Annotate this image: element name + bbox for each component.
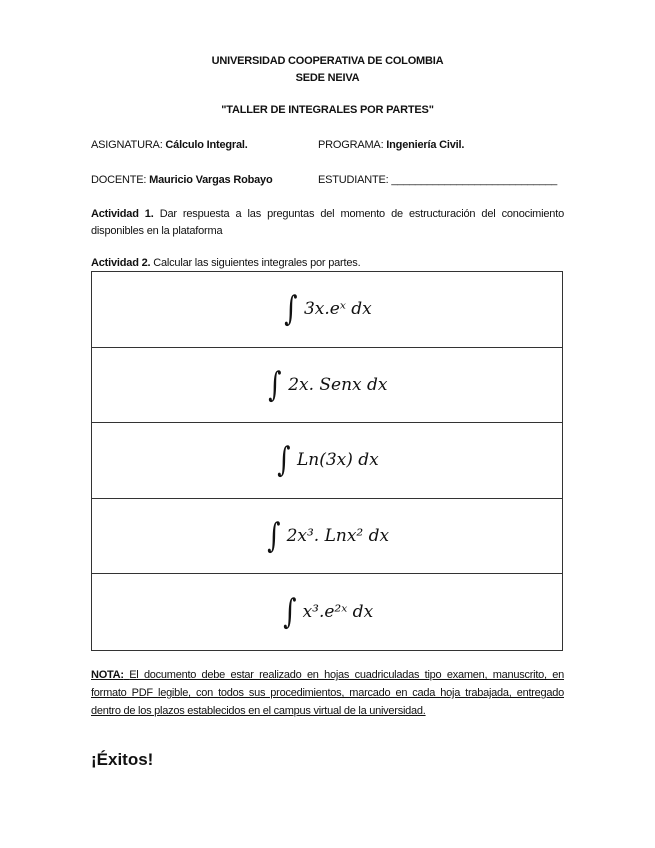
program-label: PROGRAMA:: [318, 139, 384, 151]
student-line: [318, 174, 557, 186]
integral-cell-5: [92, 574, 562, 650]
integral-cell-3: [92, 423, 562, 499]
teacher-value: Mauricio Vargas Robayo: [149, 174, 273, 186]
note-paragraph: [91, 666, 564, 720]
integral-expression: 2x³. Lnx² dx: [286, 526, 390, 547]
activity-1-label: Actividad 1.: [91, 208, 154, 220]
university-name: UNIVERSIDAD COOPERATIVA DE COLOMBIA: [211, 55, 444, 67]
integral-expression: 2x. Senx dx: [288, 374, 388, 395]
teacher-label: DOCENTE:: [91, 174, 147, 186]
subject-value: Cálculo Integral.: [165, 139, 248, 151]
integral-expression: Ln(3x) dx: [296, 450, 379, 471]
integral-expression: 3x.eˣ dx: [303, 299, 372, 320]
subject-label: ASIGNATURA:: [91, 139, 163, 151]
program-line: [318, 139, 464, 151]
student-label: ESTUDIANTE:: [318, 174, 389, 186]
integral-expression: x³.e²ˣ dx: [302, 602, 374, 623]
note-text: El documento debe estar realizado en hojas cuadriculadas tipo examen, manuscrito, en formato PDF legible, con todos sus procedimientos, marcado en cada hoja trabajada, entregado dentro de los plazos establecidos en el campus virtual de la universidad.: [91, 669, 565, 717]
document-title: "TALLER DE INTEGRALES POR PARTES": [221, 104, 434, 116]
integral-sign-icon: ∫: [284, 289, 298, 330]
subject-line: [91, 139, 248, 151]
integral-sign-icon: ∫: [267, 516, 281, 557]
student-blank: ____________________________: [391, 174, 558, 186]
closing-text: ¡Éxitos!: [91, 750, 154, 769]
activity-2: [91, 255, 564, 272]
integral-cell-1: [92, 272, 562, 348]
activity-2-label: Actividad 2.: [91, 257, 151, 269]
integral-sign-icon: ∫: [283, 592, 297, 633]
program-value: Ingeniería Civil.: [386, 139, 465, 151]
campus-name: SEDE NEIVA: [295, 72, 360, 84]
note-label: NOTA:: [91, 669, 124, 681]
integral-cell-4: [92, 499, 562, 575]
activity-1-text: Dar respuesta a las preguntas del momento de estructuración del conocimiento disponibles en la plataforma: [91, 208, 564, 237]
integral-sign-icon: ∫: [277, 440, 291, 481]
integrals-table: [91, 271, 563, 651]
activity-2-text: Calcular las siguientes integrales por partes.: [153, 257, 361, 269]
integral-cell-2: [92, 348, 562, 424]
activity-1: [91, 206, 564, 240]
teacher-line: [91, 174, 272, 186]
integral-sign-icon: ∫: [268, 364, 282, 405]
